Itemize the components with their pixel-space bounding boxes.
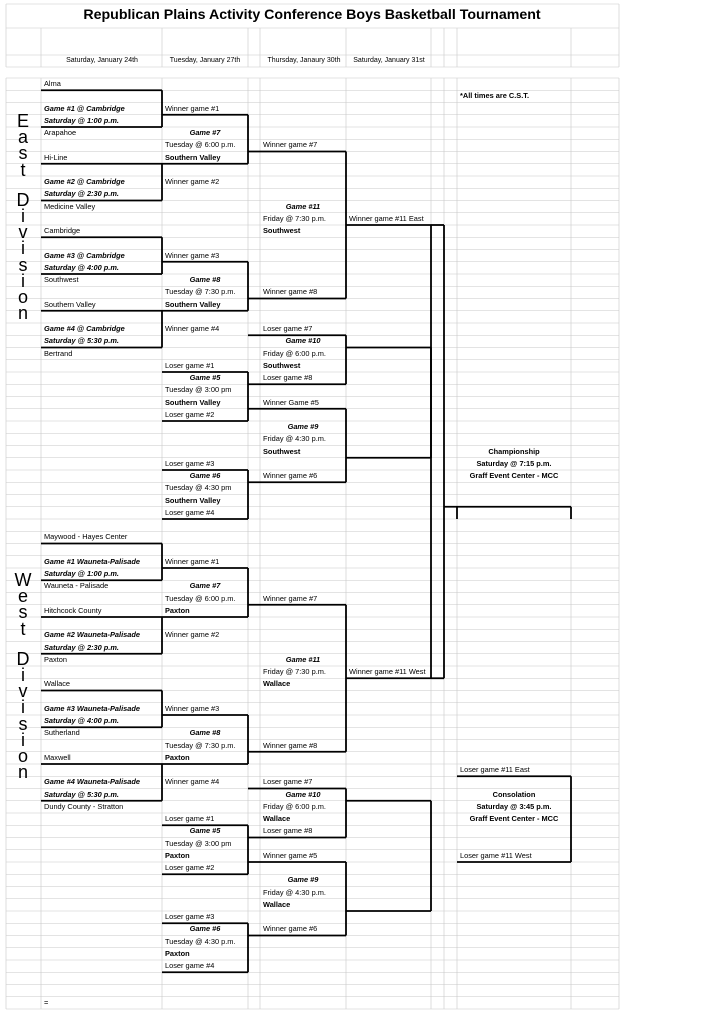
round1-game-name: Game #3 Wauneta-Palisade (44, 703, 140, 713)
game8-time: Tuesday @ 7:30 p.m. (165, 287, 236, 297)
winner-slot: Winner game #4 (165, 777, 220, 787)
game6-time: Tuesday @ 4:30 p.m. (165, 936, 236, 946)
round1-game-time: Saturday @ 1:00 p.m. (44, 569, 119, 578)
division-label-letter: E (16, 111, 29, 131)
loser-slot: Loser game #8 (263, 826, 313, 836)
winner-slot: Winner game #2 (165, 177, 220, 186)
loser-slot: Loser game #2 (165, 409, 215, 419)
loser-slot: Loser game #8 (263, 373, 313, 382)
game11-winner: Southwest (263, 226, 301, 235)
division-label-letter: v (18, 222, 28, 243)
consolation-west-entry: Loser game #11 West (460, 850, 532, 860)
division-label-letter: W (14, 570, 32, 590)
division-label-letter: i (21, 665, 25, 685)
division-label-letter: D (16, 189, 30, 210)
round1-game-time: Saturday @ 5:30 p.m. (44, 336, 119, 346)
game11-winner: Wallace (263, 679, 291, 689)
game7-winner: Southern Valley (165, 152, 221, 162)
winner-slot: Winner game #7 (263, 593, 318, 603)
game8-time: Tuesday @ 7:30 p.m. (165, 740, 236, 750)
division-label-letter: i (21, 697, 25, 718)
winner-slot: Winner game #3 (165, 250, 220, 260)
winner-slot: Winner game #1 (165, 556, 220, 566)
game7-name: Game #7 (189, 581, 221, 591)
team-2: Arapahoe (44, 128, 77, 137)
division-label-letter: n (17, 303, 28, 324)
game6-time: Tuesday @ 4:30 pm (165, 483, 232, 493)
game10-winner: Wallace (263, 814, 291, 823)
team-5: Wallace (44, 679, 71, 689)
division-label-letter: i (21, 238, 25, 259)
team-5: Cambridge (44, 226, 81, 235)
round1-game-name: Game #3 @ Cambridge (44, 250, 125, 260)
game10-winner: Southwest (263, 360, 301, 370)
team-3: Hitchcock County (44, 605, 102, 615)
game5-winner: Southern Valley (165, 397, 221, 407)
championship-time: Saturday @ 7:15 p.m. (476, 458, 552, 468)
round1-game-name: Game #2 Wauneta-Palisade (44, 630, 140, 640)
game9-name: Game #9 (287, 875, 319, 885)
game9-time: Friday @ 4:30 p.m. (263, 887, 326, 897)
division-label-letter: s (18, 254, 28, 275)
team-2: Wauneta - Palisade (44, 581, 109, 591)
loser-slot: Loser game #4 (165, 961, 215, 970)
game7-winner: Paxton (165, 605, 190, 615)
date-header-1: Saturday, January 24th (66, 57, 138, 64)
division-label-letter: o (17, 287, 28, 307)
division-label-letter: s (18, 713, 28, 734)
game6-winner: Paxton (165, 948, 190, 958)
loser-slot: Loser game #1 (165, 360, 215, 370)
game9-winner: Southwest (263, 446, 301, 456)
game11-name: Game #11 (285, 654, 321, 664)
game11-time: Friday @ 7:30 p.m. (263, 667, 326, 676)
game6-name: Game #6 (189, 471, 221, 480)
division-label-letter: t (20, 618, 26, 639)
game11-winner-slot: Winner game #11 East (349, 213, 424, 223)
winner-slot: Winner game #6 (263, 924, 318, 934)
game5-name: Game #5 (189, 373, 221, 382)
page-title: Republican Plains Activity Conference Boys Basketball Tournament (83, 7, 541, 23)
winner-slot: Winner game #2 (165, 630, 220, 640)
round1-game-name: Game #4 Wauneta-Palisade (44, 777, 140, 787)
winner-slot: Winner game #1 (165, 103, 220, 113)
game6-winner: Southern Valley (165, 495, 221, 505)
loser-slot: Loser game #3 (165, 458, 215, 468)
game8-name: Game #8 (189, 275, 221, 284)
times-note: *All times are C.S.T. (460, 91, 530, 101)
division-label-letter: i (21, 270, 25, 291)
date-header-4: Saturday, January 31st (353, 57, 425, 64)
game11-time: Friday @ 7:30 p.m. (263, 213, 326, 223)
winner-slot: Winner game #6 (263, 471, 318, 480)
team-6: Sutherland (44, 728, 80, 738)
team-1: Alma (44, 79, 61, 88)
championship-venue: Graff Event Center - MCC (469, 471, 559, 480)
round1-game-time: Saturday @ 4:00 p.m. (44, 716, 119, 725)
consolation-title: Consolation (492, 789, 536, 799)
game9-time: Friday @ 4:30 p.m. (263, 434, 326, 444)
loser-slot: Loser game #4 (165, 507, 215, 517)
division-label-letter: i (21, 729, 25, 750)
winner-slot: Winner game #3 (165, 703, 220, 713)
game8-winner: Paxton (165, 752, 190, 762)
game5-winner: Paxton (165, 850, 190, 860)
division-label-letter: D (16, 648, 30, 669)
round1-game-time: Saturday @ 2:30 p.m. (44, 642, 119, 652)
division-label-letter: t (20, 159, 26, 180)
game10-time: Friday @ 6:00 p.m. (263, 801, 326, 811)
division-label-letter: i (21, 206, 25, 226)
team-6: Southwest (44, 275, 79, 284)
team-4: Medicine Valley (44, 201, 96, 211)
loser-slot: Loser game #3 (165, 912, 215, 921)
game5-time: Tuesday @ 3:00 pm (165, 385, 232, 395)
round1-game-name: Game #1 Wauneta-Palisade (44, 556, 140, 566)
division-label-letter: s (18, 602, 28, 623)
game10-name: Game #10 (285, 789, 321, 799)
winner-slot: Winner Game #5 (263, 397, 319, 407)
consolation-east-entry: Loser game #11 East (460, 765, 530, 774)
game11-name: Game #11 (285, 201, 321, 211)
division-label-letter: v (18, 681, 28, 702)
round1-game-time: Saturday @ 5:30 p.m. (44, 789, 119, 799)
game10-name: Game #10 (285, 336, 321, 346)
team-8: Bertrand (44, 348, 73, 358)
division-label-letter: o (17, 746, 28, 766)
game8-name: Game #8 (189, 728, 221, 738)
consolation-venue: Graff Event Center - MCC (469, 814, 559, 823)
team-4: Paxton (44, 654, 68, 664)
game9-name: Game #9 (287, 422, 319, 431)
game5-name: Game #5 (189, 826, 221, 836)
winner-slot: Winner game #8 (263, 740, 318, 750)
loser-slot: Loser game #7 (263, 777, 313, 787)
team-3: Hi-Line (44, 152, 68, 162)
winner-slot: Winner game #8 (263, 287, 318, 297)
division-label-letter: a (17, 127, 28, 148)
round1-game-name: Game #4 @ Cambridge (44, 324, 125, 333)
winner-slot: Winner game #5 (263, 850, 318, 860)
championship-title: Championship (488, 446, 540, 456)
game7-time: Tuesday @ 6:00 p.m. (165, 140, 236, 150)
game7-time: Tuesday @ 6:00 p.m. (165, 593, 236, 603)
game10-time: Friday @ 6:00 p.m. (263, 348, 326, 358)
game11-winner-slot: Winner game #11 West (349, 667, 426, 676)
game5-time: Tuesday @ 3:00 pm (165, 838, 232, 848)
round1-game-time: Saturday @ 4:00 p.m. (44, 262, 119, 272)
game9-winner: Wallace (263, 899, 291, 909)
loser-slot: Loser game #2 (165, 863, 215, 872)
loser-slot: Loser game #1 (165, 814, 215, 823)
round1-game-time: Saturday @ 1:00 p.m. (44, 115, 119, 125)
date-header-3: Thursday, Janaury 30th (267, 57, 341, 64)
team-8: Dundy County - Stratton (44, 801, 124, 811)
team-7: Maxwell (44, 752, 71, 762)
date-header-2: Tuesday, January 27th (169, 57, 241, 64)
division-label-letter: s (18, 143, 28, 164)
loser-slot: Loser game #7 (263, 324, 313, 333)
game7-name: Game #7 (189, 128, 221, 137)
team-7: Southern Valley (44, 299, 96, 309)
round1-game-name: Game #1 @ Cambridge (44, 103, 125, 113)
division-label-letter: n (17, 762, 28, 783)
winner-slot: Winner game #4 (165, 324, 220, 333)
consolation-time: Saturday @ 3:45 p.m. (476, 801, 552, 811)
game6-name: Game #6 (189, 924, 221, 934)
team-1: Maywood - Hayes Center (44, 532, 128, 542)
round1-game-name: Game #2 @ Cambridge (44, 177, 125, 186)
round1-game-time: Saturday @ 2:30 p.m. (44, 189, 119, 199)
division-label-letter: e (17, 586, 28, 607)
footer-mark: = (44, 997, 49, 1007)
winner-slot: Winner game #7 (263, 140, 318, 150)
game8-winner: Southern Valley (165, 299, 221, 309)
